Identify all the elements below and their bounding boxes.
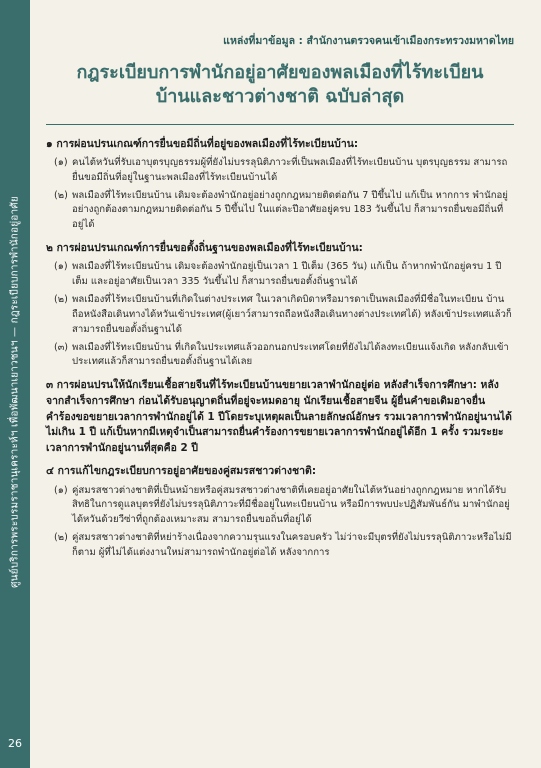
list-item	[46, 484, 514, 529]
item-text: คู่สมรสชาวต่างชาติที่หย่าร้างเนื่องจากความรุนแรงในครอบครัว ไม่ว่าจะมีบุตรที่ยังไม่บรรลุนิติภาวะหรือไม่มีก็ตาม ผู้ที่ไม่ได้แต่งงานใหม่สามารถพำนักอยู่ต่อได้ หลังจากการ	[72, 532, 512, 559]
sidebar-band	[0, 0, 30, 768]
source-line: แหล่งที่มาข้อมูล : สำนักงานตรวจคนเข้าเมืองกระทรวงมหาดไทย	[223, 35, 514, 47]
item-text: คนไต้หวันที่รับเอาบุตรบุญธรรมผู้ที่ยังไม่บรรลุนิติภาวะที่เป็นพลเมืองที่ไร้ทะเบียนบ้าน บุตรบุญธรรม สามารถยื่นขอมีถิ่นที่อยู่ในฐานะพลเมืองที่ไร้ทะเบียนบ้านได้	[72, 156, 508, 183]
item-text: พลเมืองที่ไร้ทะเบียนบ้าน ที่เกิดในประเทศแล้วออกนอกประเทศโดยที่ยังไม่ได้ลงทะเบียนแจ้งเกิด หลังกลับเข้าประเทศแล้วก็สามารถยื่นขอตั้งถิ่นฐานได้เลย	[72, 341, 509, 368]
item-number: (๑)	[54, 261, 68, 273]
item-text: พลเมืองที่ไร้ทะเบียนบ้าน เดิมจะต้องพำนักอยู่เป็นเวลา 1 ปีเต็ม (365 วัน) แก้เป็น ถ้าหากพำนักอยู่ครบ 1 ปีเต็ม และอยู่อาศัยเป็นเวลา 335 วันขึ้นไป ก็สามารถยื่นขอตั้งถิ่นฐานได้	[72, 261, 502, 288]
sidebar-vertical-title: ศูนย์บริการพระบรมราชานุเคราะห์ฯ เพื่อพัฒนาเยาวชนฯ — กฎระเบียบการพำนักอยู่อาศัย	[9, 196, 21, 588]
item-number: (๒)	[54, 294, 68, 306]
section-4	[46, 464, 514, 561]
item-text: พลเมืองที่ไร้ทะเบียนบ้านที่เกิดในต่างประเทศ ในเวลาเกิดบิดาหรือมารดาเป็นพลเมืองที่มีชื่อในทะเบียน บ้าน ถือหนังสือเดินทางได้หวันเข้าประเทศ(ผู้เยาว์สามารถถือหนังสือเดินทางต่างประเทศได้) หลังเข้าประเทศแล้วก็สามารถยื่นขอตั้งถิ่นฐานได้	[72, 294, 512, 335]
section-1	[46, 137, 514, 234]
list-item	[46, 260, 514, 290]
section-2	[46, 241, 514, 370]
item-number: (๒)	[54, 189, 68, 201]
list-item	[46, 341, 514, 371]
section-heading: ๔ การแก้ไขกฎระเบียบการอยู่อาศัยของคู่สมรสชาวต่างชาติ:	[46, 465, 317, 478]
item-number: (๒)	[54, 532, 68, 544]
title-line-2: บ้านและชาวต่างชาติ ฉบับล่าสุด	[155, 86, 405, 108]
item-number: (๑)	[54, 156, 68, 168]
section-heading: ๑ การผ่อนปรนเกณฑ์การยื่นขอมีถิ่นที่อยู่ของพลเมืองที่ไร้ทะเบียนบ้าน:	[46, 137, 359, 150]
list-item	[46, 156, 514, 186]
page-number: 26	[8, 737, 22, 750]
main-content	[46, 32, 514, 569]
item-number: (๑)	[54, 484, 68, 496]
list-item	[46, 189, 514, 234]
list-item	[46, 293, 514, 338]
section-3-paragraph: ๓ การผ่อนปรนให้นักเรียนเชื้อสายจีนที่ไร้ทะเบียนบ้านขยายเวลาพำนักอยู่ต่อ หลังสำเร็จการศึกษา: หลังจากสำเร็จการศึกษา ก่อนได้รับอนุญาตถิ่นที่อยู่จะหมดอายุ นักเรียนเชื้อสายจีน ผู้ยื่นคำขอเดิมอาจยื่นคำร้องขอขยายเวลาการพำนักอยู่ได้ 1 ปีโดยระบุเหตุผลเป็นลายลักษณ์อักษร รวมเวลาการพำนักอยู่นานได้ไม่เกิน 1 ปี แก้เป็นหากมีเหตุจำเป็นสามารถยื่นคำร้องการขยายเวลาการพำนักอยู่ได้อีก 1 ครั้ง รวมระยะเวลาการพำนักอยู่นานที่สุดคือ 2 ปี	[46, 379, 512, 454]
item-number: (๓)	[54, 341, 69, 353]
diamond-ornament-icon	[0, 0, 8, 14]
section-heading: ๒ การผ่อนปรนเกณฑ์การยื่นขอตั้งถิ่นฐานของพลเมืองที่ไร้ทะเบียนบ้าน:	[46, 242, 363, 255]
list-item	[46, 531, 514, 561]
title-line-1: กฎระเบียบการพำนักอยู่อาศัยของพลเมืองที่ไร้ทะเบียน	[76, 62, 484, 83]
item-text: พลเมืองที่ไร้ทะเบียนบ้าน เดิมจะต้องพำนักอยู่อย่างถูกกฎหมายติดต่อกัน 7 ปีขึ้นไป แก้เป็น หากการ พำนักอยู่อย่างถูกต้องตามกฎหมายติดต่อกัน 5 ปีขึ้นไป ในแต่ละปีอาศัยอยู่ครบ 183 วันขึ้นไป ก็สามารถยื่นขอมีถิ่นที่อยู่ได้	[72, 189, 508, 231]
item-text: คู่สมรสชาวต่างชาติที่เป็นหม้ายหรือคู่สมรสชาวต่างชาติที่เคยอยู่อาศัยในไต้หวันอย่างถูกกฎหมาย หากได้รับสิทธิในการดูแลบุตรที่ยังไม่บรรลุนิติภาวะที่มีชื่ออยู่ในทะเบียนบ้าน หรือมีการพบปะปฏิสัมพันธ์กัน มาพำนักอยู่ได้หวันด้วยวีซ่าที่ถูกต้องเหมาะสม สามารถยื่นขอถิ่นที่อยู่ได้	[72, 484, 510, 526]
title-divider	[46, 124, 514, 125]
page-title	[46, 61, 514, 110]
